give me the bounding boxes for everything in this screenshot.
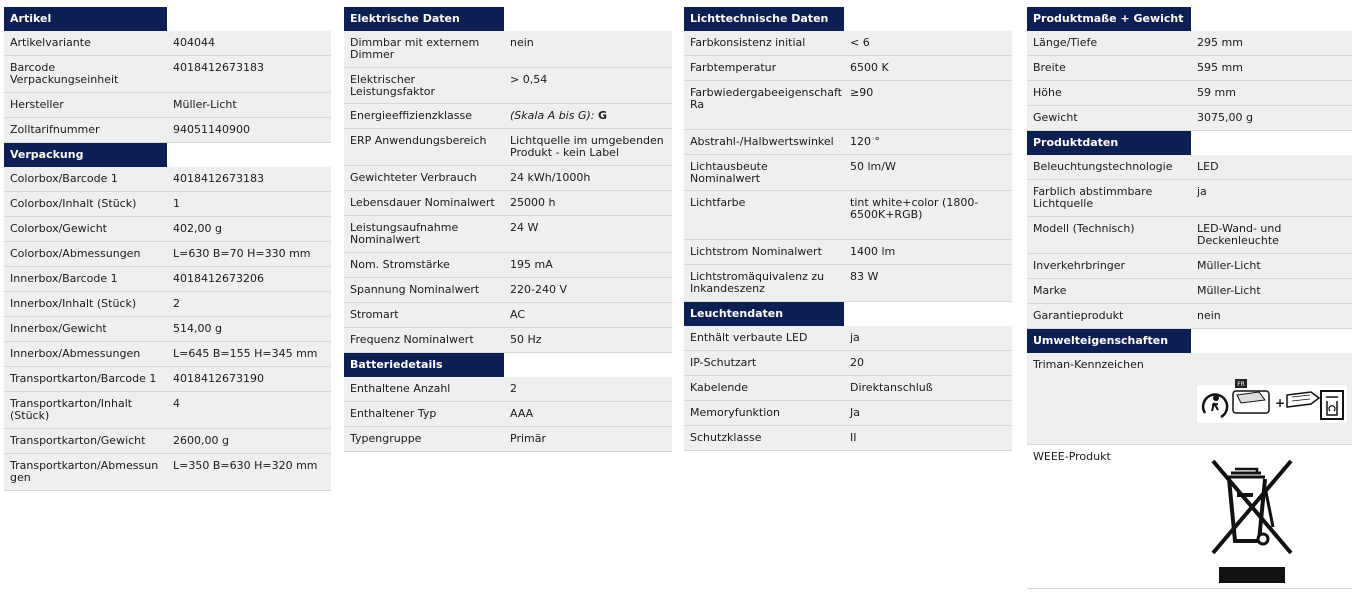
table-row: Zolltarifnummer 94051140900 xyxy=(4,118,331,143)
table-row: Nom. Stromstärke 195 mA xyxy=(344,253,672,278)
triman-logo xyxy=(1197,365,1347,423)
table-row: Artikelvariante 404044 xyxy=(4,31,331,56)
section-header-produktmasse: Produktmaße + Gewicht xyxy=(1027,7,1191,31)
table-row: Inverkehrbringer Müller-Licht xyxy=(1027,254,1352,279)
table-row: Transportkarton/Barcode 1 4018412673190 xyxy=(4,367,331,392)
table-row: Dimmbar mit externem Dimmer nein xyxy=(344,31,672,68)
table-row: Colorbox/Barcode 1 4018412673183 xyxy=(4,167,331,192)
column-artikel xyxy=(4,7,331,491)
table-row: Breite 595 mm xyxy=(1027,56,1352,81)
column-elektrisch xyxy=(344,7,672,452)
column-produkt xyxy=(1027,7,1352,589)
licht-table xyxy=(684,7,1012,451)
table-row: Colorbox/Gewicht 402,00 g xyxy=(4,217,331,242)
table-row: Frequenz Nominalwert 50 Hz xyxy=(344,328,672,353)
table-row: Farbtemperatur 6500 K xyxy=(684,56,1012,81)
table-row: Farbkonsistenz initial < 6 xyxy=(684,31,1012,56)
table-row: Lebensdauer Nominalwert 25000 h xyxy=(344,191,672,216)
triman-badge-text: FR xyxy=(1237,381,1245,388)
section-header-artikel: Artikel xyxy=(4,7,167,31)
table-row: Höhe 59 mm xyxy=(1027,81,1352,106)
table-row: Memoryfunktion Ja xyxy=(684,401,1012,426)
table-row: WEEE-Produkt xyxy=(1027,445,1352,589)
table-row: Triman-Kennzeichen FR + xyxy=(1027,353,1352,445)
section-header-lichttechnische-daten: Lichttechnische Daten xyxy=(684,7,844,31)
table-row: Enthält verbaute LED ja xyxy=(684,326,1012,351)
artikel-table xyxy=(4,7,331,491)
table-row: Innerbox/Barcode 1 4018412673206 xyxy=(4,267,331,292)
elektrisch-table xyxy=(344,7,672,452)
table-row: Transportkarton/Abmessungen L=350 B=630 H=320 mm xyxy=(4,454,331,491)
section-header-umwelteigenschaften: Umwelteigenschaften xyxy=(1027,329,1191,354)
table-row: Gewicht 3075,00 g xyxy=(1027,106,1352,131)
table-row: Farbwiedergabeeigenschaft Ra ≥90 xyxy=(684,81,1012,130)
table-row: Transportkarton/Gewicht 2600,00 g xyxy=(4,429,331,454)
svg-text:+: + xyxy=(1275,396,1286,410)
table-row: Modell (Technisch) LED-Wand- und Deckenleuchte xyxy=(1027,217,1352,254)
weee-crossed-bin-logo xyxy=(1197,457,1307,583)
section-header-batteriedetails: Batteriedetails xyxy=(344,353,504,378)
section-header-elektrische-daten: Elektrische Daten xyxy=(344,7,504,31)
table-row: Garantieprodukt nein xyxy=(1027,304,1352,329)
table-row: Leistungsaufnahme Nominalwert 24 W xyxy=(344,216,672,253)
section-header-verpackung: Verpackung xyxy=(4,143,167,168)
table-row: Gewichteter Verbrauch 24 kWh/1000h xyxy=(344,166,672,191)
table-row: Lichtfarbe tint white+color (1800-6500K+RGB) xyxy=(684,191,1012,240)
column-lichttechnik xyxy=(684,7,1012,451)
table-row: Innerbox/Abmessungen L=645 B=155 H=345 mm xyxy=(4,342,331,367)
table-row: Typengruppe Primär xyxy=(344,427,672,452)
table-row: Elektrischer Leistungsfaktor > 0,54 xyxy=(344,68,672,104)
table-row: Enthaltene Anzahl 2 xyxy=(344,377,672,402)
table-row: Hersteller Müller-Licht xyxy=(4,93,331,118)
table-row: Marke Müller-Licht xyxy=(1027,279,1352,304)
table-row: Innerbox/Gewicht 514,00 g xyxy=(4,317,331,342)
table-row: Beleuchtungstechnologie LED xyxy=(1027,155,1352,180)
table-row: Lichtstromäquivalenz zu Inkandeszenz 83 W xyxy=(684,265,1012,302)
table-row: Kabelende Direktanschluß xyxy=(684,376,1012,401)
table-row: Lichtausbeute Nominalwert 50 lm/W xyxy=(684,155,1012,191)
table-row: Schutzklasse II xyxy=(684,426,1012,451)
table-row: Farblich abstimmbare Lichtquelle ja xyxy=(1027,180,1352,217)
table-row: Colorbox/Abmessungen L=630 B=70 H=330 mm xyxy=(4,242,331,267)
section-header-produktdaten: Produktdaten xyxy=(1027,131,1191,156)
table-row: Energieeffizienzklasse (Skala A bis G): G xyxy=(344,104,672,129)
table-row: Abstrahl-/Halbwertswinkel 120 ° xyxy=(684,130,1012,155)
produkt-table xyxy=(1027,7,1352,589)
table-row: Spannung Nominalwert 220-240 V xyxy=(344,278,672,303)
table-row: Länge/Tiefe 295 mm xyxy=(1027,31,1352,56)
table-row: IP-Schutzart 20 xyxy=(684,351,1012,376)
table-row: Stromart AC xyxy=(344,303,672,328)
table-row: ERP Anwendungsbereich Lichtquelle im umgebenden Produkt - kein Label xyxy=(344,129,672,166)
table-row: Barcode Verpackungseinheit 4018412673183 xyxy=(4,56,331,93)
energy-class-value: G xyxy=(598,109,608,122)
section-header-leuchtendaten: Leuchtendaten xyxy=(684,302,844,327)
table-row: Colorbox/Inhalt (Stück) 1 xyxy=(4,192,331,217)
table-row: Lichtstrom Nominalwert 1400 lm xyxy=(684,240,1012,265)
table-row: Enthaltener Typ AAA xyxy=(344,402,672,427)
table-row: Innerbox/Inhalt (Stück) 2 xyxy=(4,292,331,317)
table-row: Transportkarton/Inhalt (Stück) 4 xyxy=(4,392,331,429)
